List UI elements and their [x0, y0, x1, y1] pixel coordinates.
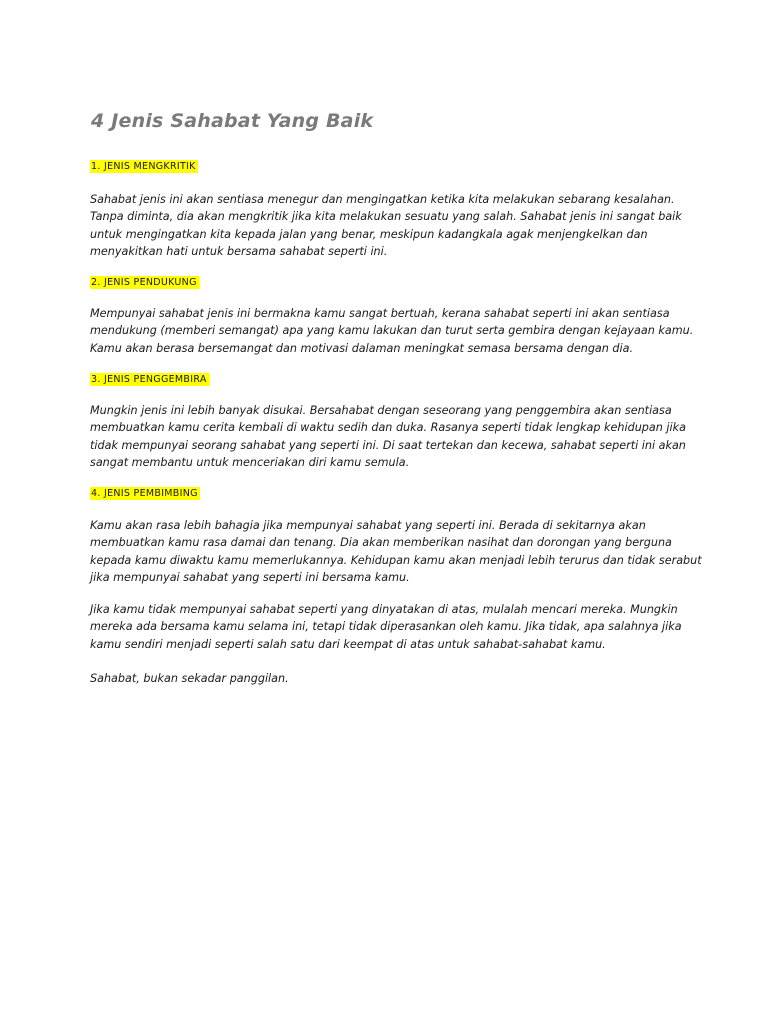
section-paragraph — [90, 305, 694, 357]
section-paragraph — [90, 517, 702, 587]
paragraph-line: kepada kamu diwaktu kamu memerlukannya. Kehidupan kamu akan menjadi lebih terurus dan tidak serabut — [90, 553, 702, 567]
section-paragraph — [90, 402, 690, 472]
closing-line — [90, 670, 690, 687]
paragraph-line: jika mempunyai sahabat yang seperti ini bersama kamu. — [90, 571, 410, 585]
section-heading — [90, 487, 200, 501]
document-title: 4 Jenis Sahabat Yang Baik — [91, 110, 374, 132]
paragraph-line: Sahabat, bukan sekadar panggilan. — [90, 672, 289, 685]
paragraph-line: mereka ada bersama kamu selama ini, tetapi tidak diperasankan oleh kamu. Jika tidak, apa salahnya jika — [90, 620, 682, 634]
paragraph-line: Sahabat jenis ini akan sentiasa menegur dan mengingatkan ketika kita melakukan sebarang kesalahan. — [90, 193, 675, 206]
section-paragraph — [90, 191, 690, 261]
section-heading — [90, 160, 198, 174]
paragraph-line: Mungkin jenis ini lebih banyak disukai. Bersahabat dengan seseorang yang penggembira akan sentiasa — [90, 404, 672, 417]
section-heading — [90, 373, 209, 387]
paragraph-line: menyakitkan hati untuk bersama sahabat seperti ini. — [90, 245, 388, 259]
paragraph-line: mendukung (memberi semangat) apa yang kamu lakukan dan turut serta gembira dengan kejayaan kamu. — [90, 324, 694, 338]
paragraph-line: untuk mengingatkan kita kepada jalan yang benar, meskipun kadangkala agak menjengkelkan dan — [90, 227, 648, 241]
paragraph-line: sangat membantu untuk menceriakan diri kamu semula. — [90, 456, 410, 470]
paragraph-line: membuatkan kamu cerita kembali di waktu sedih dan duka. Rasanya seperti tidak lengkap kehidupan jika — [90, 421, 686, 435]
paragraph-line: kamu sendiri menjadi seperti salah satu dari keempat di atas untuk sahabat-sahabat kamu. — [90, 637, 606, 651]
paragraph-line: tidak mempunyai seorang sahabat yang seperti ini. Di saat tertekan dan kecewa, sahabat seperti ini akan — [90, 438, 686, 452]
section-heading-text: 1. JENIS MENGKRITIK — [91, 161, 196, 172]
paragraph-line: Kamu akan berasa bersemangat dan motivasi dalaman meningkat semasa bersama dengan dia. — [90, 341, 634, 355]
paragraph-line: Mempunyai sahabat jenis ini bermakna kamu sangat bertuah, kerana sahabat seperti ini akan sentiasa — [90, 307, 670, 320]
section-heading-text: 2. JENIS PENDUKUNG — [91, 277, 197, 288]
section-heading — [90, 276, 199, 290]
paragraph-line: Jika kamu tidak mempunyai sahabat seperti yang dinyatakan di atas, mulalah mencari mereka. Mungkin — [90, 603, 678, 616]
paragraph-line: membuatkan kamu rasa damai dan tenang. Dia akan memberikan nasihat dan dorongan yang berguna — [90, 536, 672, 550]
section-heading-text: 4. JENIS PEMBIMBING — [91, 488, 198, 499]
section-heading-text: 3. JENIS PENGGEMBIRA — [91, 374, 207, 385]
paragraph-line: Kamu akan rasa lebih bahagia jika mempunyai sahabat yang seperti ini. Berada di sekitarnya akan — [90, 519, 646, 532]
paragraph-line: Tanpa diminta, dia akan mengkritik jika kita melakukan sesuatu yang salah. Sahabat jenis ini sangat baik — [90, 210, 682, 224]
closing-paragraph — [90, 601, 690, 653]
